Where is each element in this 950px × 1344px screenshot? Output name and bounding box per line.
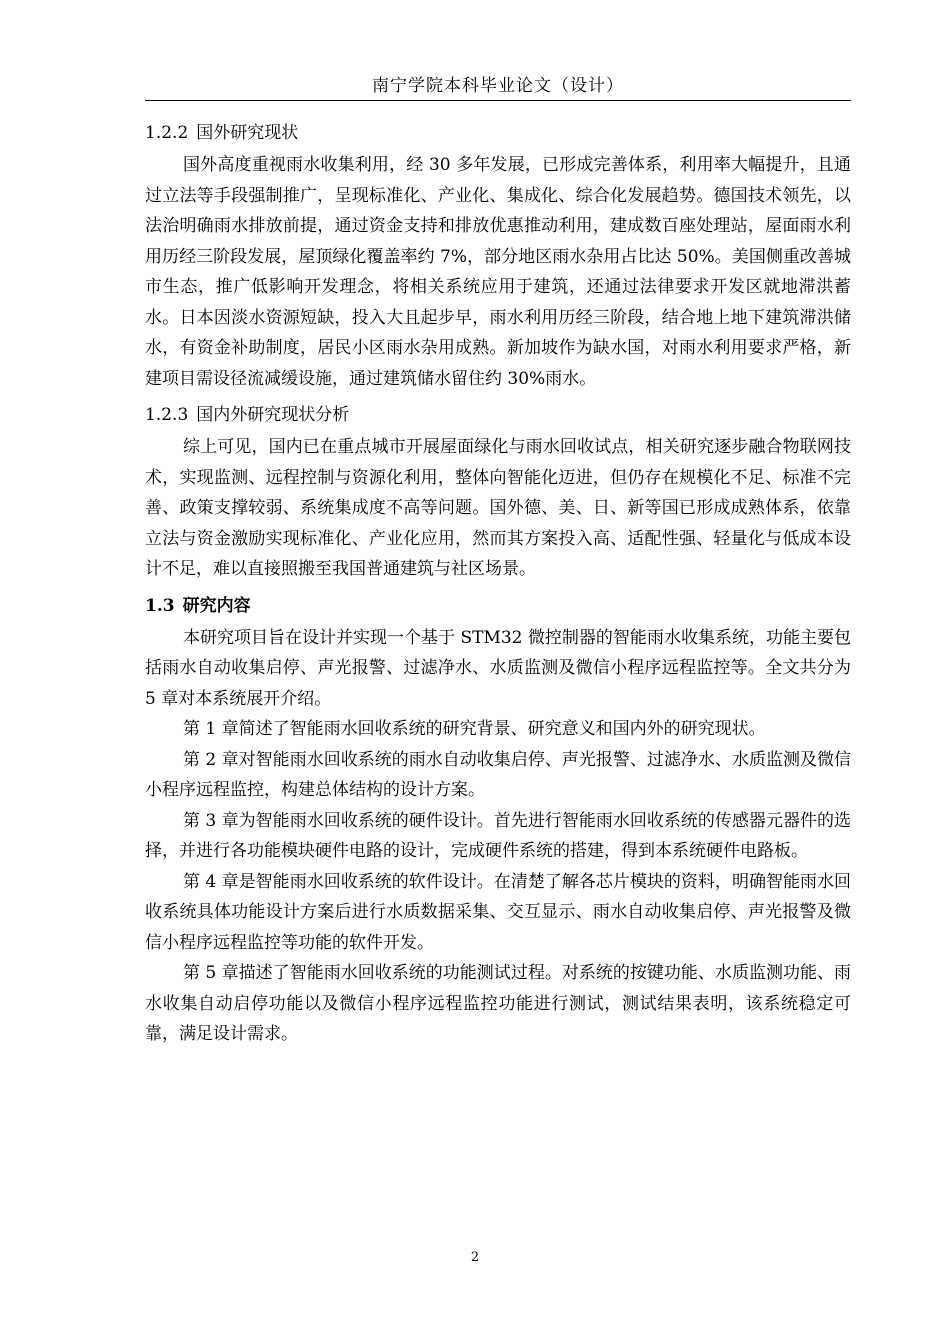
section-number: 1.2.3 [145, 405, 189, 425]
section-title: 研究内容 [182, 595, 251, 616]
paragraph: 综上可见，国内已在重点城市开展屋面绿化与雨水回收试点，相关研究逐步融合物联网技术，实现监测、远程控制与资源化利用，整体向智能化迈进，但仍存在规模化不足、标准不完善、政策支撑较弱、系统集成度不高等问题。国外德、美、日、新等国已形成成熟体系，依靠立法与资金激励实现标准化、产业化应用，然而其方案投入高、适配性强、轻量化与低成本设计不足，难以直接照搬至我国普通建筑与社区场景。 [145, 437, 851, 579]
paragraph: 国外高度重视雨水收集利用，经 30 多年发展，已形成完善体系，利用率大幅提升，且通过立法等手段强制推广，呈现标准化、产业化、集成化、综合化发展趋势。德国技术领先，以法治明确雨水排放前提，通过资金支持和排放优惠推动利用，建成数百座处理站，屋面雨水利用历经三阶段发展，屋顶绿化覆盖率约 7%，部分地区雨水杂用占比达 50%。美国侧重改善城市生态，推广低影响开发理念，将相关系统应用于建筑，还通过法律要求开发区就地滞洪蓄水。日本因淡水资源短缺，投入大且起步早，雨水利用历经三阶段，结合地上地下建筑滞洪储水，有资金补助制度，居民小区雨水杂用成熟。新加坡作为缺水国，对雨水利用要求严格，新建项目需设径流减缓设施，通过建筑储水留住约 30%雨水。 [145, 155, 851, 389]
section-number: 1.2.2 [145, 123, 189, 143]
paragraph: 第 3 章为智能雨水回收系统的硬件设计。首先进行智能雨水回收系统的传感器元器件的选择，并进行各功能模块硬件电路的设计，完成硬件系统的搭建，得到本系统硬件电路板。 [145, 810, 851, 861]
section-title: 国外研究现状 [196, 123, 299, 143]
section-heading-1-2-3 [145, 398, 851, 432]
paragraph: 第 2 章对智能雨水回收系统的雨水自动收集启停、声光报警、过滤净水、水质监测及微信小程序远程监控，构建总体结构的设计方案。 [145, 749, 851, 800]
section-heading-1-2-2 [145, 116, 851, 150]
paragraph: 本研究项目旨在设计并实现一个基于 STM32 微控制器的智能雨水收集系统，功能主要包括雨水自动收集启停、声光报警、过滤净水、水质监测及微信小程序远程监控等。全文共分为 5 章对本系统展开介绍。 [145, 627, 851, 709]
running-header: 南宁学院本科毕业论文（设计） [372, 76, 624, 96]
page-number: 2 [470, 1250, 480, 1265]
page-body [145, 116, 851, 1050]
section-heading-1-3 [145, 589, 851, 623]
paragraph: 第 1 章简述了智能雨水回收系统的研究背景、研究意义和国内外的研究现状。 [183, 719, 766, 739]
header-rule [145, 100, 851, 101]
paragraph: 第 5 章描述了智能雨水回收系统的功能测试过程。对系统的按键功能、水质监测功能、雨水收集自动启停功能以及微信小程序远程监控功能进行测试，测试结果表明，该系统稳定可靠，满足设计需求。 [145, 963, 851, 1044]
paragraph: 第 4 章是智能雨水回收系统的软件设计。在清楚了解各芯片模块的资料，明确智能雨水回收系统具体功能设计方案后进行水质数据采集、交互显示、雨水自动收集启停、声光报警及微信小程序远程监控等功能的软件开发。 [145, 871, 851, 953]
section-number: 1.3 [145, 595, 175, 616]
section-title: 国内外研究现状分析 [196, 405, 350, 425]
